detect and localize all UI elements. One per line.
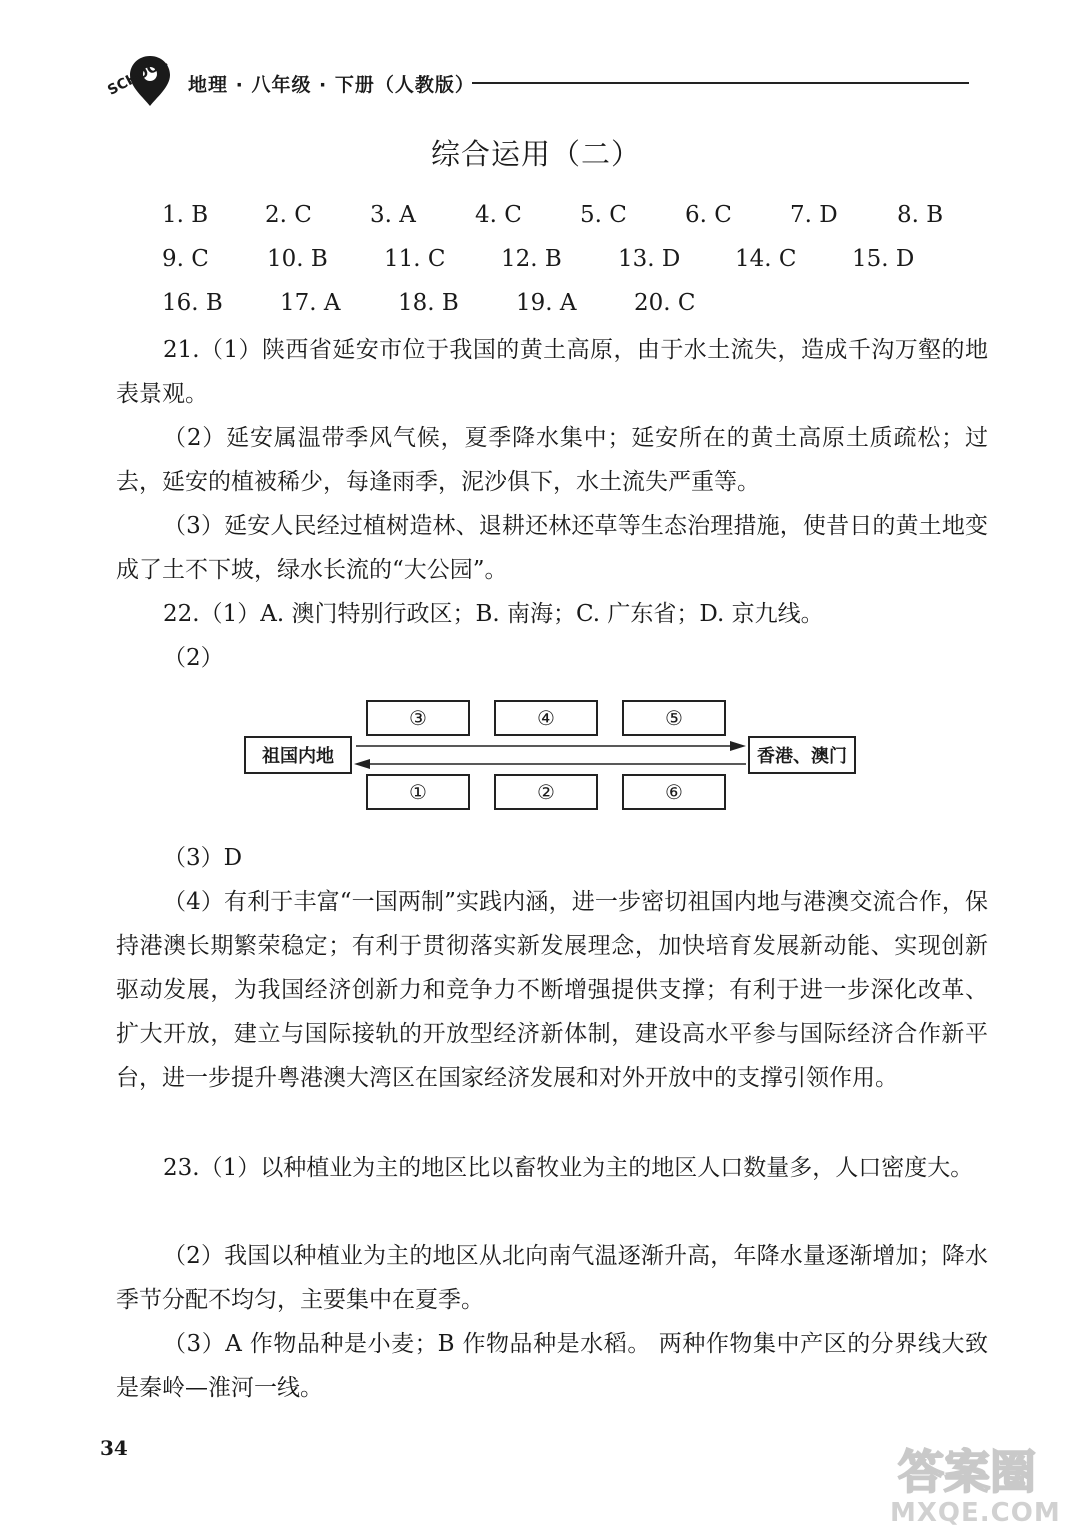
box-bottom-2: ② (494, 774, 598, 810)
q22-part4: （4）有利于丰富“一国两制”实践内涵，进一步密切祖国内地与港澳交流合作，保持港澳长期繁荣稳定；有利于贯彻落实新发展理念，加快培育发展新动能、实现创新驱动发展，为我国经济创新力和竞争力不断增强提供支撑；有利于进一步深化改革、扩大开放，建立与国际接轨的开放型经济新体制，建设高水平参与国际经济合作新平台，进一步提升粤港澳大湾区在国家经济发展和对外开放中的支撑引领作用。 (116, 889, 988, 1091)
watermark (868, 1440, 1068, 1532)
section-title: 综合运用（二） (430, 137, 641, 171)
q22-part1: 22.（1）A. 澳门特别行政区；B. 南海；C. 广东省；D. 京九线。 (163, 601, 824, 627)
box-top-2: ④ (494, 700, 598, 736)
box-bottom-1: ① (366, 774, 470, 810)
q21-part2: （2）延安属温带季风气候，夏季降水集中；延安所在的黄土高原土质疏松；过去，延安的植被稀少，每逢雨季，泥沙俱下，水土流失严重等。 (116, 425, 988, 495)
q22-part3: （3）D (163, 845, 243, 871)
answer-item: 18. B (398, 290, 459, 316)
box-hk-macau: 香港、澳门 (748, 736, 856, 774)
book-title: 地理 · 八年级 · 下册（人教版） (188, 74, 475, 96)
q23-part1: 23.（1）以种植业为主的地区比以畜牧业为主的地区人口数量多，人口密度大。 (163, 1155, 974, 1181)
q22-part2: （2） (163, 645, 224, 671)
answer-item: 12. B (501, 246, 562, 272)
answer-item: 11. C (384, 246, 446, 272)
exchange-diagram (244, 698, 856, 814)
school-logo-icon (100, 46, 180, 106)
q23-part2: （2）我国以种植业为主的地区从北向南气温逐渐升高，年降水量逐渐增加；降水季节分配不均匀，主要集中在夏季。 (116, 1243, 988, 1313)
answer-item: 6. C (685, 202, 732, 228)
q21-part3: （3）延安人民经过植树造林、退耕还林还草等生态治理措施，使昔日的黄土地变成了土不下坡，绿水长流的“大公园”。 (116, 513, 988, 583)
answer-item: 10. B (267, 246, 328, 272)
answer-item: 20. C (634, 290, 696, 316)
answer-item: 9. C (162, 246, 209, 272)
answer-item: 2. C (265, 202, 312, 228)
box-mainland: 祖国内地 (244, 736, 352, 774)
answer-item: 5. C (580, 202, 627, 228)
logo-text: SCHOOL (105, 54, 170, 99)
q23-part3: （3）A 作物品种是小麦；B 作物品种是水稻。 两种作物集中产区的分界线大致是秦岭—淮河一线。 (116, 1331, 988, 1401)
answer-item: 15. D (852, 246, 915, 272)
box-top-3: ⑤ (622, 700, 726, 736)
watermark-text: 答案圈 (898, 1445, 1036, 1499)
header-rule (472, 82, 969, 84)
answer-item: 1. B (162, 202, 209, 228)
box-bottom-3: ⑥ (622, 774, 726, 810)
answer-item: 14. C (735, 246, 797, 272)
answer-item: 7. D (790, 202, 838, 228)
q21-part1: 21.（1）陕西省延安市位于我国的黄土高原，由于水土流失，造成千沟万壑的地表景观。 (116, 337, 988, 407)
box-top-1: ③ (366, 700, 470, 736)
page-number: 34 (100, 1436, 128, 1460)
answer-item: 13. D (618, 246, 681, 272)
watermark-domain: MXQE.COM (890, 1498, 1061, 1528)
answer-row-3 (162, 290, 962, 324)
answer-item: 8. B (897, 202, 944, 228)
answer-item: 19. A (516, 290, 577, 316)
answer-item: 3. A (370, 202, 416, 228)
page-header (100, 46, 970, 106)
watermark-logo-icon (868, 1440, 1068, 1500)
answer-row-1 (162, 202, 962, 236)
answer-row-2 (162, 246, 962, 280)
answer-item: 16. B (162, 290, 223, 316)
answer-item: 4. C (475, 202, 522, 228)
answer-item: 17. A (280, 290, 341, 316)
